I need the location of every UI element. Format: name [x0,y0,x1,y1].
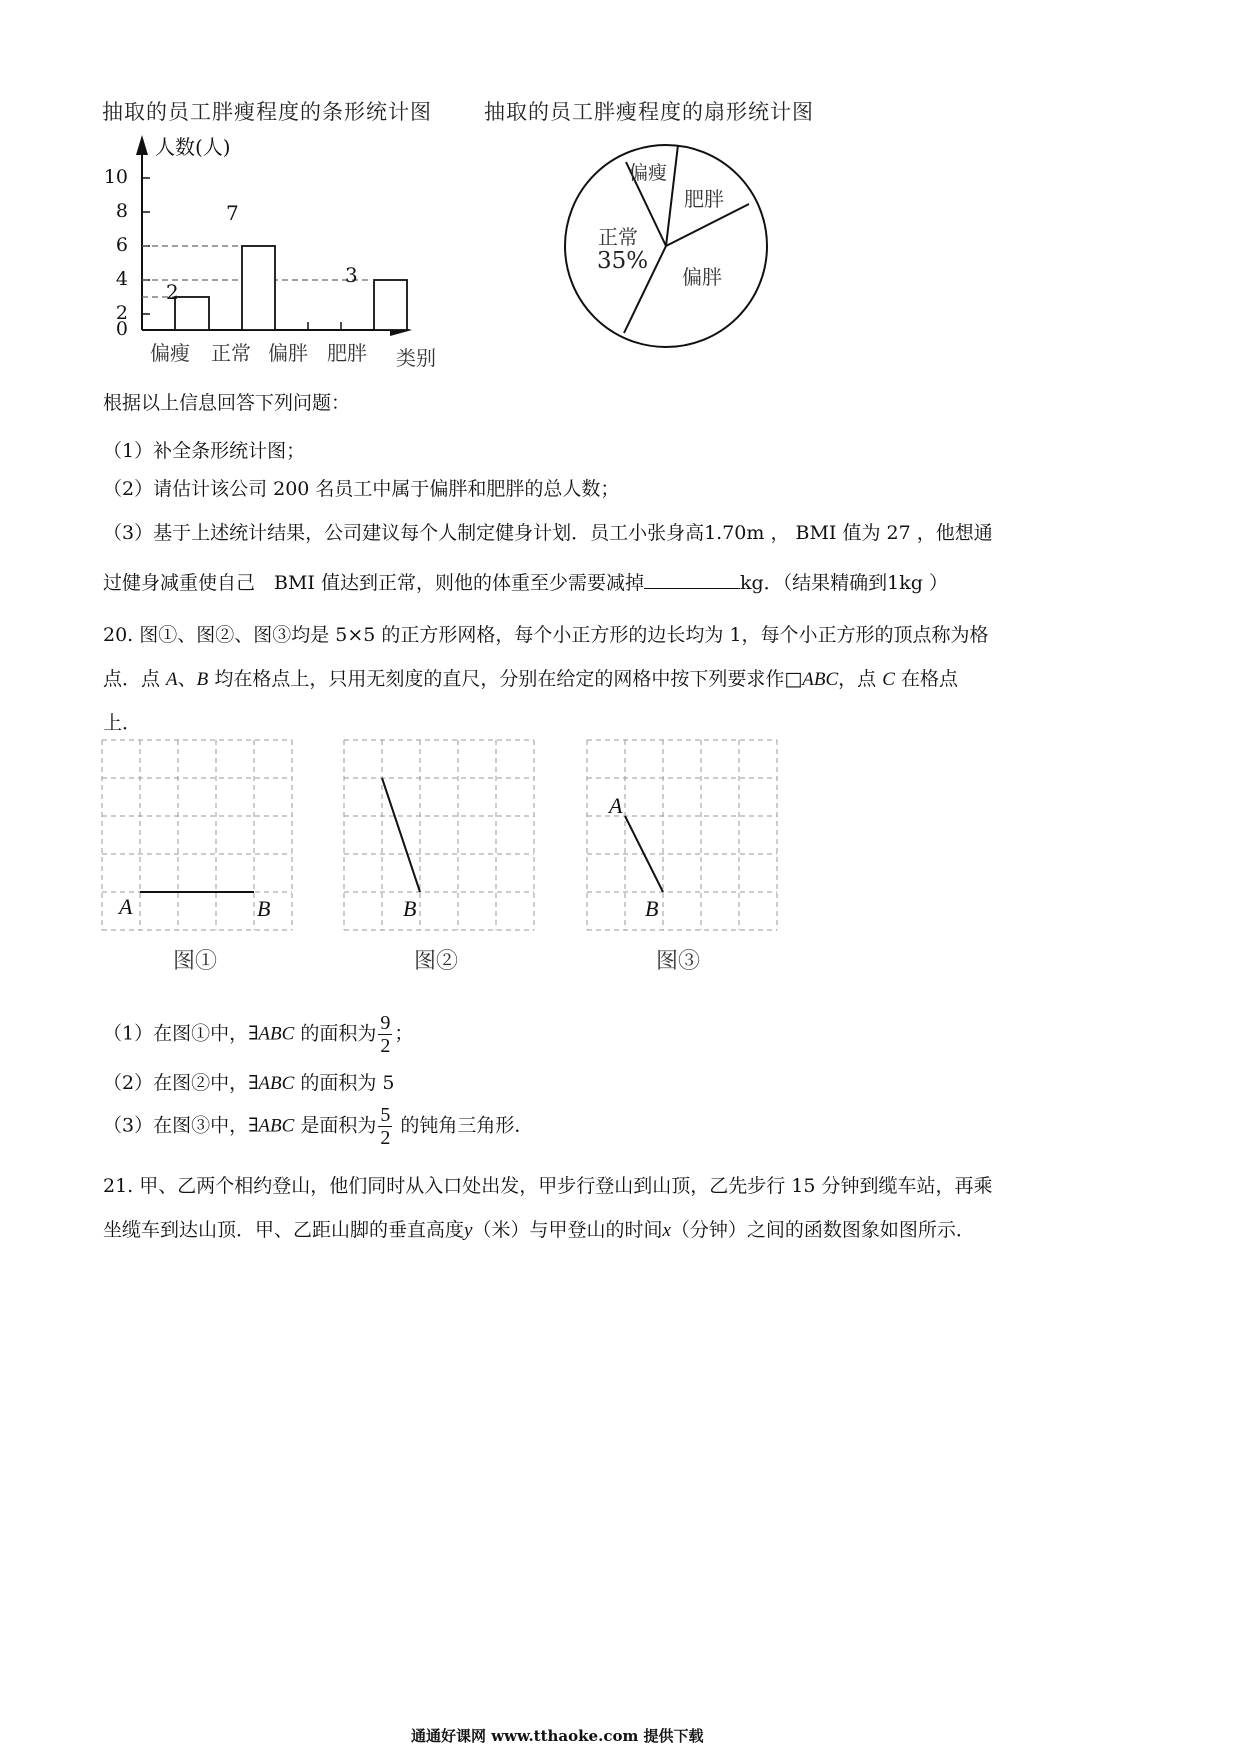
fig3-point-b: B [645,896,659,921]
grid-figure-2 [344,740,534,930]
text-segment: ； [394,1022,414,1045]
y-tick-6: 6 [115,234,128,256]
question-19-1: （1）补全条形统计图； [103,440,306,462]
question-intro: 根据以上信息回答下列问题： [103,392,351,414]
pie-percent-zhengchang: 35% [597,248,649,274]
fraction-9-2 [378,1012,392,1057]
text-segment: 坐缆车到达山顶．甲、乙距山脚的垂直高度 [103,1219,465,1241]
text-segment: 的面积为 5 [300,1072,395,1094]
triangle-symbol: ∃ [248,1114,259,1137]
x-category-label: 肥胖 [327,341,367,365]
text-segment: 的面积为 [300,1022,377,1045]
text-segment: ，点 [838,668,883,690]
bar-value-label: 3 [345,263,358,287]
problem-20-1 [103,1012,413,1057]
bar-pianshou [175,297,209,330]
question-19-3-line1: （3）基于上述统计结果，公司建议每个人制定健身计划．员工小张身高1.70m ， BMI 值为 27 ，他想通 [103,522,993,544]
problem-20-line3: 上． [103,712,142,734]
pie-label-pianshou: 偏瘦 [629,162,668,184]
fig3-point-a: A [609,793,623,818]
text-segment: 的钝角三角形． [400,1114,534,1137]
bar-zhengchang [242,246,275,330]
text-segment: 是面积为 [300,1114,377,1137]
denominator: 2 [380,1127,391,1149]
numerator: 5 [380,1104,391,1126]
grid-figures [100,738,800,938]
triangle-symbol: □ [784,668,803,690]
fig3-caption: 图③ [656,949,701,974]
text-segment: （1）在图①中， [103,1022,249,1045]
question-19-3-unit: kg．（结果精确到1kg ） [739,572,948,594]
problem-20-line2 [103,664,958,691]
pie-chart-title: 抽取的员工胖瘦程度的扇形统计图 [484,100,814,124]
text-segment: （分钟）之间的函数图象如图所示． [670,1219,975,1241]
fig2-caption: 图② [414,949,459,974]
x-category-label: 偏瘦 [150,341,190,365]
text-segment: （2）在图②中， [103,1072,249,1094]
pie-label-zhengchang: 正常 [598,225,638,249]
bar-value-label: 7 [226,201,239,225]
text-segment: 、 [177,668,197,690]
question-19-2: （2）请估计该公司 200 名员工中属于偏胖和肥胖的总人数； [103,478,620,500]
y-tick-8: 8 [115,200,128,222]
page-footer: 通通好课网 www.tthaoke.com 提供下载 [411,1727,704,1745]
question-19-3-line2 [103,568,948,595]
denominator: 2 [380,1035,391,1057]
triangle-symbol: ∃ [248,1022,259,1045]
triangle-name: ABC [258,1073,295,1094]
y-tick-10: 10 [103,166,128,188]
problem-21-line2 [103,1215,975,1242]
text-segment: 点．点 [103,668,167,690]
pie-chart [560,140,800,350]
question-19-3-text: 过健身减重使自己 BMI 值达到正常，则他的体重至少需要减掉 [103,572,644,594]
problem-21-line1: 21. 甲、乙两个相约登山，他们同时从入口处出发，甲步行登山到山顶，乙先步行 15 分钟到缆车站，再乘 [103,1175,993,1197]
bar-chart-title: 抽取的员工胖瘦程度的条形统计图 [102,100,432,124]
segment-ab [625,816,663,892]
point-c-label: C [882,669,895,690]
fig2-point-b: B [403,896,417,921]
fig1-point-b: B [257,896,271,921]
variable-y: y [464,1220,473,1241]
fig1-caption: 图① [173,949,218,974]
segment-ab [382,778,420,892]
triangle-name: ABC [802,669,839,690]
x-axis-label: 类别 [396,346,436,370]
y-tick-2: 2 [115,302,128,324]
point-a-label: A [166,669,178,690]
variable-x: x [662,1220,671,1241]
problem-20-line1: 20. 图①、图②、图③均是 5×5 的正方形网格，每个小正方形的边长均为 1，每个小正方形的顶点称为格 [103,624,989,646]
problem-20-2 [103,1068,394,1095]
x-category-label: 正常 [211,341,251,365]
bar-value-label: 2 [166,280,179,304]
triangle-name: ABC [258,1115,295,1137]
y-axis-label: 人数(人) [155,135,231,159]
bar-chart [100,130,450,370]
text-segment: 在格点 [894,668,958,690]
point-b-label: B [196,669,209,690]
pie-label-pianpang: 偏胖 [682,265,722,289]
problem-20-3 [103,1104,533,1149]
fig1-point-a: A [119,894,133,919]
triangle-name: ABC [258,1023,295,1045]
numerator: 9 [380,1012,391,1034]
text-segment: （3）在图③中， [103,1114,249,1137]
x-category-label: 偏胖 [268,341,308,365]
answer-blank[interactable] [644,570,740,589]
y-tick-4: 4 [115,268,128,290]
triangle-symbol: ∃ [248,1072,259,1094]
fraction-5-2 [378,1104,392,1149]
bar-feipang [374,280,407,330]
text-segment: （米）与甲登山的时间 [472,1219,663,1241]
y-tick-0: 0 [115,318,128,340]
pie-label-feipang: 肥胖 [684,187,724,211]
text-segment: 均在格点上，只用无刻度的直尺，分别在给定的网格中按下列要求作 [208,668,785,690]
y-axis-arrow-icon [136,135,148,155]
grid-figure-3 [587,740,777,930]
